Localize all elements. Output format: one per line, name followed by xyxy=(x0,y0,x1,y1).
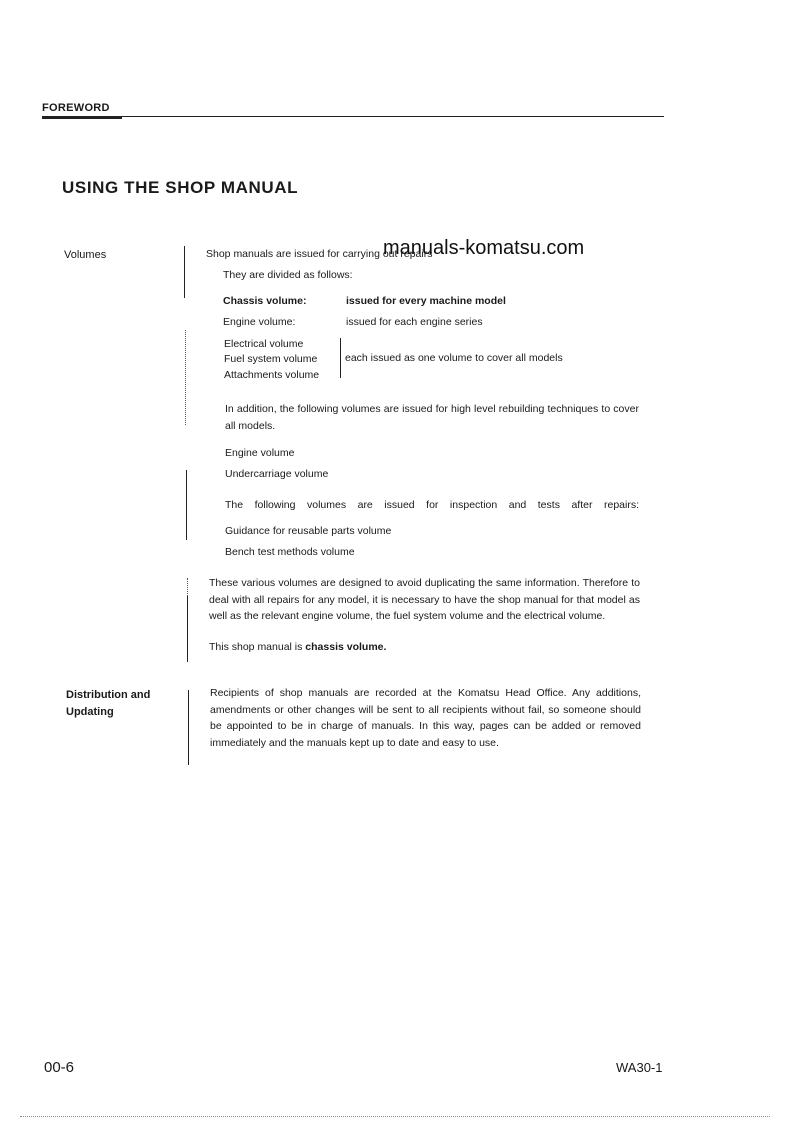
high-level-item: Undercarriage volume xyxy=(225,468,329,480)
revision-bar xyxy=(184,246,185,298)
summary-last-prefix: This shop manual is xyxy=(209,641,306,653)
volume-desc-chassis: issued for every machine model xyxy=(346,295,506,307)
volume-name-electrical: Electrical volume xyxy=(224,338,304,350)
volume-name-engine: Engine volume: xyxy=(223,316,296,328)
header-rule xyxy=(42,116,664,117)
section-header: FOREWORD xyxy=(42,102,110,114)
volumes-side-label: Volumes xyxy=(64,249,107,261)
model-code: WA30-1 xyxy=(616,1060,663,1075)
volume-name-chassis: Chassis volume: xyxy=(223,295,307,307)
group-bracket xyxy=(340,338,341,378)
volume-name-attachments: Attachments volume xyxy=(224,369,320,381)
high-level-item: Engine volume xyxy=(225,447,295,459)
updating-side-label: Updating xyxy=(66,706,114,718)
revision-bar xyxy=(188,690,189,765)
revision-bar xyxy=(186,470,187,540)
inspection-item: Guidance for reusable parts volume xyxy=(225,525,392,537)
revision-bar-dotted xyxy=(187,578,188,596)
grouped-volumes-desc: each issued as one volume to cover all models xyxy=(345,352,563,364)
header-rule-accent xyxy=(42,117,122,119)
watermark: manuals-komatsu.com xyxy=(383,237,585,259)
volumes-intro: Shop manuals are issued for carrying out repairs xyxy=(206,248,433,260)
summary-para: These various volumes are designed to avoid duplicating the same information. Therefore to deal with all repairs for any model, it is necessary to have the shop manual for that model as well as the relevant engine volume, the fuel system volume and the electrical volume. xyxy=(209,577,640,622)
distribution-para: Recipients of shop manuals are recorded at the Komatsu Head Office. Any additions, amendments or other changes will be sent to all recipients without fail, so someone should be appointed to be in charge of manuals. In this way, pages can be added or removed immediately and the manuals kept up to date and easy to use. xyxy=(210,687,641,749)
inspection-item: Bench test methods volume xyxy=(225,546,355,558)
volumes-divided: They are divided as follows: xyxy=(223,269,353,281)
scan-artifact-line xyxy=(20,1116,770,1117)
volume-name-fuel: Fuel system volume xyxy=(224,353,318,365)
revision-bar-dotted xyxy=(185,330,186,425)
volume-desc-engine: issued for each engine series xyxy=(346,316,483,328)
inspection-para: The following volumes are issued for inspection and tests after repairs: xyxy=(225,499,639,511)
revision-bar xyxy=(187,596,188,662)
page-title: USING THE SHOP MANUAL xyxy=(62,178,299,197)
page-number: 00-6 xyxy=(44,1059,75,1076)
high-level-para: In addition, the following volumes are issued for high level rebuilding techniques to cover all models. xyxy=(225,403,639,432)
summary-last-bold: chassis volume. xyxy=(305,641,387,653)
distribution-side-label: Distribution and xyxy=(66,689,151,701)
summary-last-line xyxy=(209,639,386,656)
